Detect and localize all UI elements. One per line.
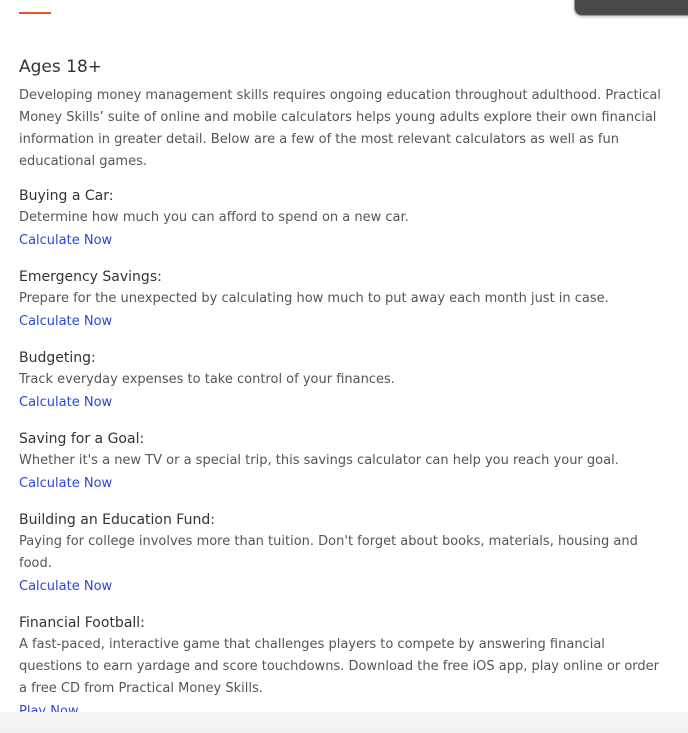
calculator-description: A fast-paced, interactive game that challenges players to compete by answering financial questions to earn yardage and score touchdowns. Download the free iOS app, play online or order a free CD from Practical Money Skills. [19, 637, 660, 696]
calculator-description: Paying for college involves more than tuition. Don't forget about books, materials, housing and food. [19, 534, 638, 571]
calculate-now-link[interactable]: Calculate Now [19, 476, 113, 491]
calculator-emergency-savings [19, 266, 671, 333]
calculator-description: Determine how much you can afford to spend on a new car. [19, 210, 409, 225]
calculator-title: Buying a Car: [19, 188, 114, 204]
calculate-now-link[interactable]: Calculate Now [19, 314, 113, 329]
calculator-title: Financial Football: [19, 615, 145, 631]
accent-divider [19, 12, 51, 14]
calculator-buying-a-car [19, 185, 671, 252]
corner-panel [574, 0, 688, 16]
calculator-title: Saving for a Goal: [19, 431, 145, 447]
calculate-now-link[interactable]: Calculate Now [19, 233, 113, 248]
game-financial-football [19, 612, 671, 723]
main-content [19, 56, 671, 723]
calculator-description: Whether it's a new TV or a special trip, this savings calculator can help you reach your goal. [19, 453, 619, 468]
calculator-title: Budgeting: [19, 350, 96, 366]
calculate-now-link[interactable]: Calculate Now [19, 579, 113, 594]
footer-band [0, 712, 688, 733]
page-title: Ages 18+ [19, 57, 103, 77]
calculator-saving-for-a-goal [19, 428, 671, 495]
calculate-now-link[interactable]: Calculate Now [19, 395, 113, 410]
calculator-description: Track everyday expenses to take control of your finances. [19, 372, 395, 387]
calculator-education-fund [19, 509, 671, 598]
calculator-description: Prepare for the unexpected by calculating how much to put away each month just in case. [19, 291, 609, 306]
intro-paragraph: Developing money management skills requires ongoing education throughout adulthood. Practical Money Skills’ suite of online and mobile calculators helps young adults explore their own financial information in greater detail. Below are a few of the most relevant calculators as well as fun educational games. [19, 88, 661, 169]
calculator-title: Emergency Savings: [19, 269, 162, 285]
calculator-budgeting [19, 347, 671, 414]
calculator-title: Building an Education Fund: [19, 512, 215, 528]
